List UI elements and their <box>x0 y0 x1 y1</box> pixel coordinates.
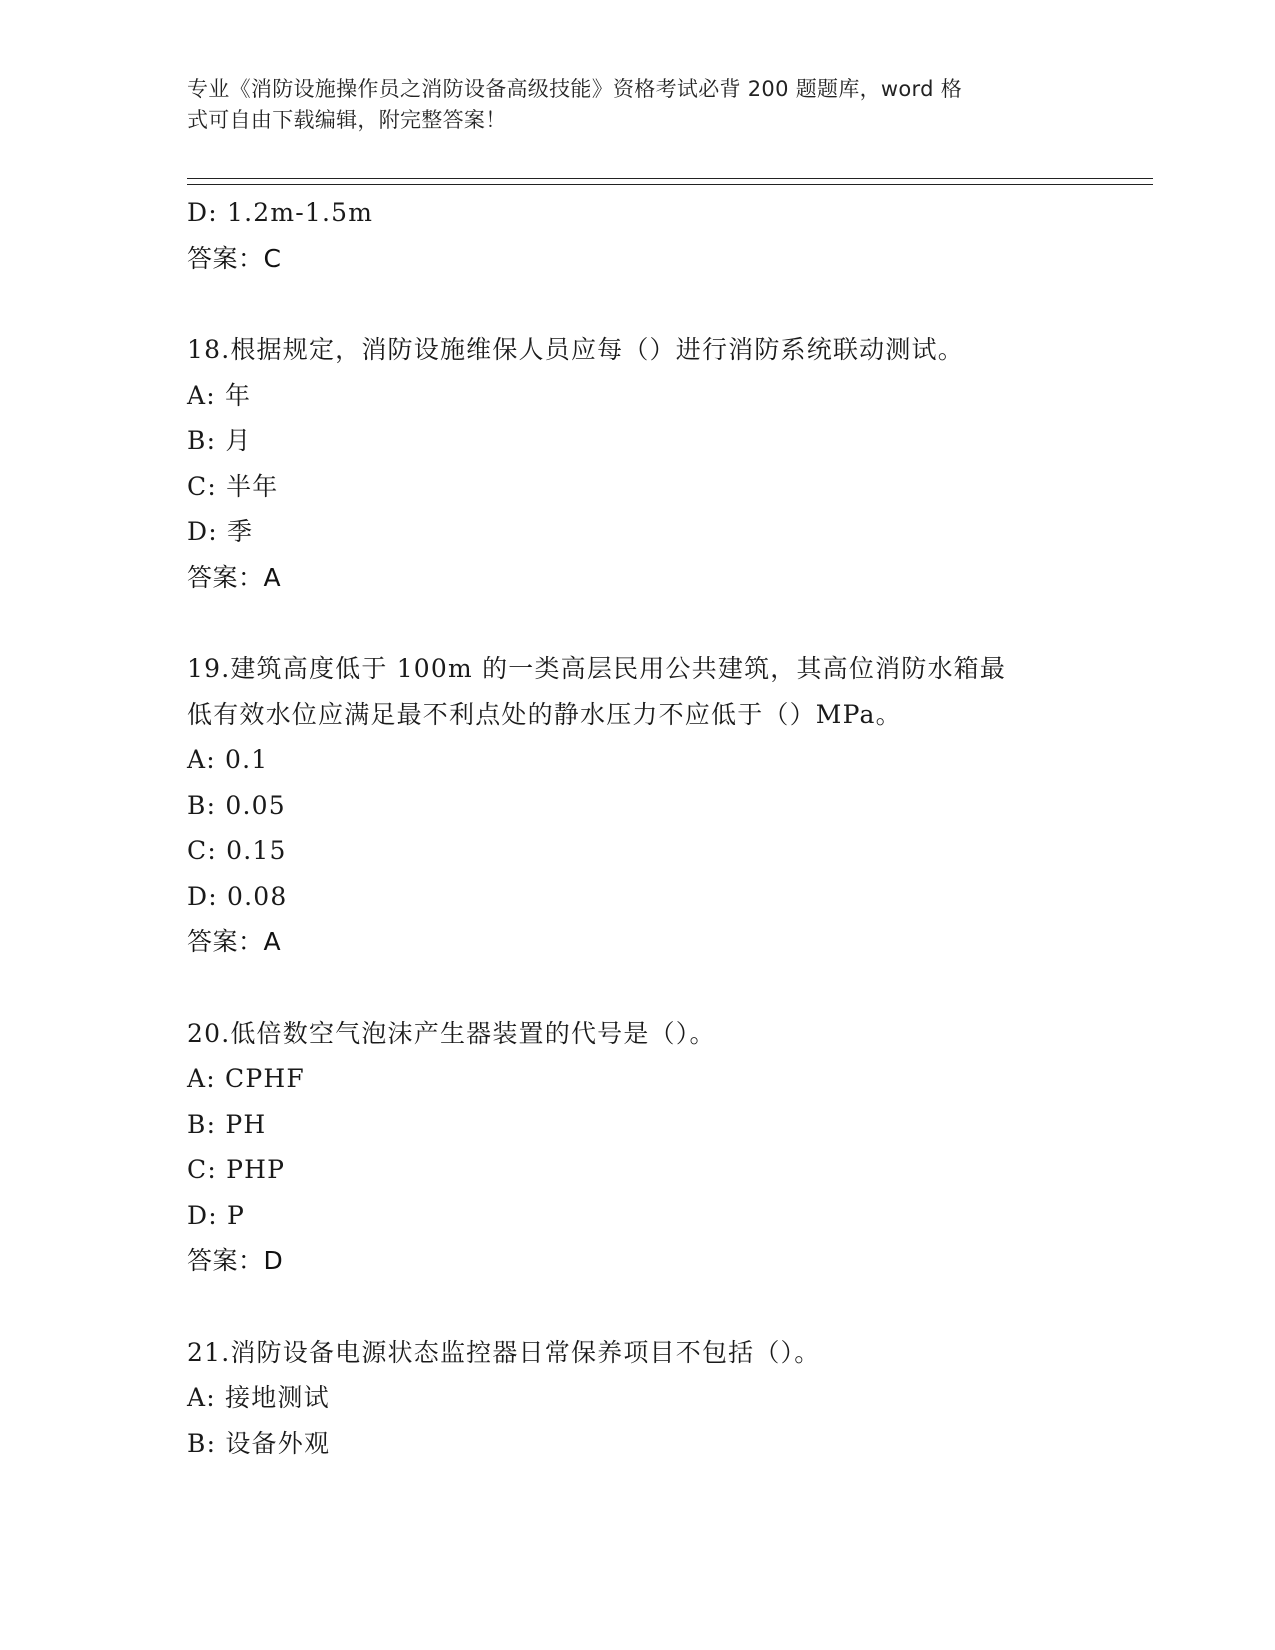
option-c: C: PHP <box>187 1155 286 1184</box>
question-text: 21.消防设备电源状态监控器日常保养项目不包括（）。 <box>187 1337 821 1367</box>
option-c: C: 半年 <box>187 471 279 501</box>
question-19 <box>187 646 1153 965</box>
header-divider-bottom <box>187 184 1153 185</box>
option-c: C: 0.15 <box>187 836 287 865</box>
question-text: 20.低倍数空气泡沫产生器装置的代号是（）。 <box>187 1018 716 1048</box>
answer-line: 答案：A <box>187 562 282 592</box>
option-b: B: 月 <box>187 426 252 455</box>
answer-line: 答案：C <box>187 243 282 273</box>
question-text: 19.建筑高度低于 100m 的一类高层民用公共建筑，其高位消防水箱最 <box>187 654 1007 683</box>
answer-line: 答案：A <box>187 927 282 956</box>
option-a: A: 0.1 <box>187 745 269 774</box>
option-d: D: 季 <box>187 517 254 546</box>
option-b: B: 设备外观 <box>187 1428 331 1458</box>
header-line-2: 式可自由下载编辑，附完整答案！ <box>187 108 507 132</box>
document-body <box>187 190 1153 1466</box>
option-a: A: 年 <box>187 380 252 410</box>
question-21 <box>187 1330 1153 1467</box>
option-a: A: CPHF <box>187 1064 305 1093</box>
option-d: D: 0.08 <box>187 881 288 911</box>
question-18 <box>187 327 1153 600</box>
option-b: B: 0.05 <box>187 790 286 820</box>
header-line-1: 专业《消防设施操作员之消防设备高级技能》资格考试必背 200 题题库，word 格 <box>187 77 963 101</box>
option-b: B: PH <box>187 1109 267 1139</box>
question-text-continued: 低有效水位应满足最不利点处的静水压力不应低于（）MPa。 <box>187 699 902 729</box>
question-20 <box>187 1011 1153 1284</box>
header-divider-top <box>187 178 1153 179</box>
option-a: A: 接地测试 <box>187 1383 330 1412</box>
document-header <box>187 74 1067 136</box>
answer-line: 答案：D <box>187 1246 284 1275</box>
option-d: D: 1.2m-1.5m <box>187 198 374 227</box>
question-text: 18.根据规定，消防设施维保人员应每（）进行消防系统联动测试。 <box>187 335 964 364</box>
option-d: D: P <box>187 1200 246 1230</box>
